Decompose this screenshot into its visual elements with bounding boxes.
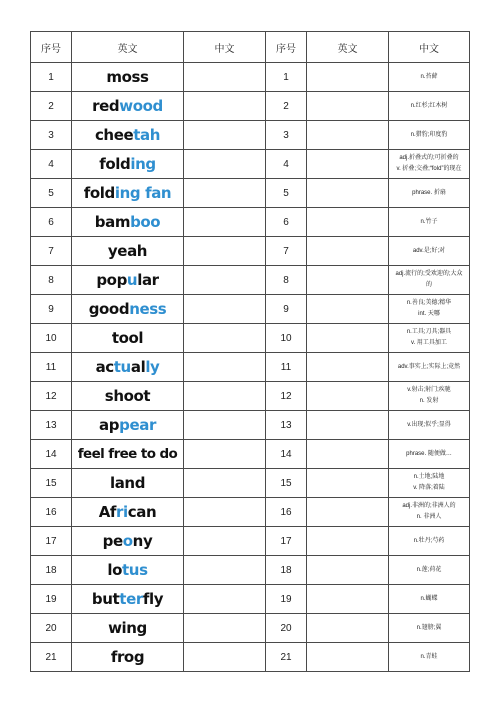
table-row: [31, 63, 470, 92]
chinese-blank-left: [184, 150, 266, 179]
header-index-right: 序号: [266, 32, 307, 63]
row-index-right: 19: [266, 585, 307, 614]
english-blank-right: [307, 469, 389, 498]
table-row: [31, 208, 470, 237]
word-part: pop: [96, 271, 127, 289]
row-index-right: 13: [266, 411, 307, 440]
meaning-line: n.竹子: [420, 218, 438, 225]
word-part: yeah: [107, 242, 148, 260]
meaning-line: v.射击;射门;疾驰: [407, 387, 451, 393]
word-part-highlighted: tu: [113, 358, 131, 376]
word-part-highlighted: ly: [145, 358, 160, 376]
english-word: [72, 382, 184, 411]
row-index-left: 15: [31, 469, 72, 498]
english-blank-right: [307, 614, 389, 643]
meaning-line: phrase. 折扇: [412, 189, 446, 196]
word-part: fold: [83, 184, 115, 202]
table-row: [31, 382, 470, 411]
word-part-highlighted: ter: [119, 590, 143, 608]
chinese-blank-left: [184, 92, 266, 121]
chinese-meaning: [389, 150, 470, 179]
meaning-line: n.苔藓: [420, 73, 438, 80]
row-index-left: 13: [31, 411, 72, 440]
english-word: [72, 295, 184, 324]
english-word: [72, 585, 184, 614]
meaning-line: n. 非洲人: [416, 514, 442, 520]
chinese-blank-left: [184, 295, 266, 324]
english-word: [72, 498, 184, 527]
word-part: pe: [102, 532, 123, 550]
english-blank-right: [307, 585, 389, 614]
chinese-meaning: [389, 92, 470, 121]
chinese-meaning: [389, 382, 470, 411]
word-part: lar: [137, 271, 159, 289]
english-word: [72, 266, 184, 295]
meaning-line: n.工具;刀具;器具: [406, 329, 452, 335]
word-part: lo: [107, 561, 123, 579]
header-index-left: 序号: [31, 32, 72, 63]
meaning-line: n.红杉;红木树: [410, 102, 448, 109]
english-blank-right: [307, 237, 389, 266]
english-blank-right: [307, 266, 389, 295]
word-part-highlighted: boo: [130, 213, 161, 231]
row-index-left: 6: [31, 208, 72, 237]
meaning-line: 的: [425, 282, 432, 288]
table-row: [31, 498, 470, 527]
meaning-line: v.出现;似乎;显得: [407, 421, 451, 428]
chinese-meaning: [389, 527, 470, 556]
table-row: [31, 266, 470, 295]
table-row: [31, 440, 470, 469]
word-part: land: [109, 474, 146, 492]
row-index-left: 10: [31, 324, 72, 353]
row-index-right: 10: [266, 324, 307, 353]
row-index-left: 12: [31, 382, 72, 411]
row-index-left: 18: [31, 556, 72, 585]
chinese-blank-left: [184, 440, 266, 469]
row-index-right: 12: [266, 382, 307, 411]
row-index-left: 14: [31, 440, 72, 469]
meaning-line: int. 天哪: [418, 311, 440, 317]
chinese-meaning: [389, 643, 470, 672]
chinese-blank-left: [184, 237, 266, 266]
meaning-line: adv.是;好;对: [412, 247, 446, 254]
word-part: chee: [94, 126, 134, 144]
chinese-blank-left: [184, 614, 266, 643]
word-part-highlighted: ri: [116, 503, 128, 521]
english-word: [72, 556, 184, 585]
english-word: [72, 208, 184, 237]
chinese-meaning: [389, 556, 470, 585]
meaning-line: adj.流行的;受欢迎的;大众: [395, 271, 463, 277]
meaning-line: n.土地;陆地: [413, 474, 445, 480]
word-part: can: [127, 503, 157, 521]
word-part: ap: [99, 416, 120, 434]
row-index-left: 4: [31, 150, 72, 179]
english-blank-right: [307, 295, 389, 324]
english-word: [72, 643, 184, 672]
english-word: [72, 324, 184, 353]
table-row: [31, 237, 470, 266]
meaning-line: phrase. 随便做…: [406, 450, 452, 457]
meaning-line: n.翅膀;翼: [416, 624, 442, 631]
table-row: [31, 295, 470, 324]
table-row: [31, 527, 470, 556]
chinese-blank-left: [184, 266, 266, 295]
chinese-meaning: [389, 440, 470, 469]
row-index-left: 7: [31, 237, 72, 266]
row-index-right: 11: [266, 353, 307, 382]
english-word: [72, 179, 184, 208]
row-index-left: 20: [31, 614, 72, 643]
table-row: [31, 585, 470, 614]
chinese-meaning: [389, 324, 470, 353]
word-part: wing: [108, 619, 147, 637]
english-blank-right: [307, 643, 389, 672]
word-part: ac: [95, 358, 114, 376]
row-index-right: 21: [266, 643, 307, 672]
chinese-blank-left: [184, 208, 266, 237]
meaning-line: n.莲;荷花: [416, 566, 442, 573]
chinese-blank-left: [184, 498, 266, 527]
word-part: feel free to do: [77, 446, 178, 462]
meaning-line: n. 发射: [419, 398, 439, 404]
row-index-left: 1: [31, 63, 72, 92]
meaning-line: n.青蛙: [420, 653, 438, 660]
row-index-right: 8: [266, 266, 307, 295]
table-row: [31, 324, 470, 353]
english-word: [72, 469, 184, 498]
meaning-line: v. 用工具加工: [411, 340, 447, 346]
chinese-meaning: [389, 208, 470, 237]
english-blank-right: [307, 324, 389, 353]
word-part: fold: [99, 155, 131, 173]
english-word: [72, 614, 184, 643]
english-blank-right: [307, 121, 389, 150]
header-english-left: 英文: [72, 32, 184, 63]
row-index-right: 20: [266, 614, 307, 643]
row-index-right: 7: [266, 237, 307, 266]
meaning-line: v. 折叠;交叠;“fold”的现在: [396, 166, 462, 172]
row-index-right: 14: [266, 440, 307, 469]
word-part-highlighted: tah: [133, 126, 161, 144]
word-part-highlighted: tus: [122, 561, 148, 579]
word-part: bam: [94, 213, 131, 231]
chinese-meaning: [389, 411, 470, 440]
table-row: [31, 92, 470, 121]
english-blank-right: [307, 179, 389, 208]
row-index-right: 4: [266, 150, 307, 179]
row-index-left: 17: [31, 527, 72, 556]
chinese-meaning: [389, 469, 470, 498]
chinese-blank-left: [184, 585, 266, 614]
word-part: good: [88, 300, 130, 318]
english-word: [72, 121, 184, 150]
word-part: al: [130, 358, 146, 376]
english-word: [72, 411, 184, 440]
english-blank-right: [307, 208, 389, 237]
row-index-left: 11: [31, 353, 72, 382]
chinese-meaning: [389, 121, 470, 150]
chinese-blank-left: [184, 179, 266, 208]
english-blank-right: [307, 353, 389, 382]
table-body: [31, 63, 470, 672]
row-index-left: 2: [31, 92, 72, 121]
table-row: [31, 469, 470, 498]
word-part: tool: [111, 329, 144, 347]
english-blank-right: [307, 63, 389, 92]
chinese-blank-left: [184, 353, 266, 382]
row-index-left: 16: [31, 498, 72, 527]
english-blank-right: [307, 382, 389, 411]
chinese-meaning: [389, 614, 470, 643]
meaning-line: adv.事实上;实际上;竟然: [397, 363, 461, 370]
chinese-meaning: [389, 295, 470, 324]
header-row: [31, 32, 470, 63]
chinese-blank-left: [184, 324, 266, 353]
word-part: Af: [98, 503, 117, 521]
table-row: [31, 614, 470, 643]
word-part-highlighted: o: [122, 532, 133, 550]
word-part: but: [91, 590, 120, 608]
meaning-line: n.蝴蝶: [420, 595, 438, 602]
chinese-blank-left: [184, 411, 266, 440]
row-index-left: 9: [31, 295, 72, 324]
word-part-highlighted: pear: [119, 416, 156, 434]
chinese-meaning: [389, 498, 470, 527]
row-index-left: 19: [31, 585, 72, 614]
english-blank-right: [307, 498, 389, 527]
header-chinese-left: 中文: [184, 32, 266, 63]
word-part-highlighted: wood: [119, 97, 163, 115]
row-index-right: 5: [266, 179, 307, 208]
meaning-line: n.猎豹;印度豹: [410, 131, 448, 138]
table-row: [31, 150, 470, 179]
meaning-line: n.牡丹;芍药: [413, 537, 445, 544]
english-word: [72, 440, 184, 469]
chinese-blank-left: [184, 469, 266, 498]
word-part: frog: [110, 648, 145, 666]
word-part-highlighted: ness: [129, 300, 167, 318]
row-index-right: 6: [266, 208, 307, 237]
word-part-highlighted: ing: [130, 155, 156, 173]
word-part-highlighted: ing fan: [114, 184, 172, 202]
row-index-right: 2: [266, 92, 307, 121]
row-index-right: 9: [266, 295, 307, 324]
chinese-meaning: [389, 237, 470, 266]
row-index-right: 1: [266, 63, 307, 92]
english-word: [72, 63, 184, 92]
english-word: [72, 353, 184, 382]
english-word: [72, 150, 184, 179]
english-blank-right: [307, 150, 389, 179]
meaning-line: adj.非洲的;非洲人的: [402, 503, 456, 509]
meaning-line: n.善良;美德;精华: [406, 300, 452, 306]
english-blank-right: [307, 411, 389, 440]
chinese-blank-left: [184, 382, 266, 411]
row-index-right: 3: [266, 121, 307, 150]
meaning-line: adj.折叠式的;可折叠的: [399, 155, 459, 161]
word-part: ny: [132, 532, 153, 550]
table-row: [31, 121, 470, 150]
chinese-meaning: [389, 63, 470, 92]
english-blank-right: [307, 527, 389, 556]
row-index-right: 17: [266, 527, 307, 556]
chinese-blank-left: [184, 556, 266, 585]
english-word: [72, 527, 184, 556]
english-word: [72, 237, 184, 266]
chinese-meaning: [389, 353, 470, 382]
english-word: [72, 92, 184, 121]
word-part-highlighted: u: [126, 271, 138, 289]
chinese-blank-left: [184, 63, 266, 92]
english-blank-right: [307, 556, 389, 585]
chinese-meaning: [389, 266, 470, 295]
table-row: [31, 353, 470, 382]
row-index-left: 5: [31, 179, 72, 208]
word-part: shoot: [104, 387, 151, 405]
header-english-right: 英文: [307, 32, 389, 63]
word-part: fly: [142, 590, 164, 608]
table-row: [31, 643, 470, 672]
row-index-left: 21: [31, 643, 72, 672]
chinese-blank-left: [184, 643, 266, 672]
table-row: [31, 411, 470, 440]
english-blank-right: [307, 92, 389, 121]
chinese-meaning: [389, 585, 470, 614]
chinese-meaning: [389, 179, 470, 208]
row-index-right: 15: [266, 469, 307, 498]
english-blank-right: [307, 440, 389, 469]
row-index-right: 18: [266, 556, 307, 585]
table-row: [31, 179, 470, 208]
table-row: [31, 556, 470, 585]
word-part: moss: [106, 68, 149, 86]
header-chinese-right: 中文: [389, 32, 470, 63]
row-index-left: 8: [31, 266, 72, 295]
chinese-blank-left: [184, 527, 266, 556]
vocabulary-table: [30, 31, 470, 672]
meaning-line: v. 降落;着陆: [413, 485, 445, 491]
row-index-right: 16: [266, 498, 307, 527]
chinese-blank-left: [184, 121, 266, 150]
row-index-left: 3: [31, 121, 72, 150]
word-part: red: [92, 97, 120, 115]
